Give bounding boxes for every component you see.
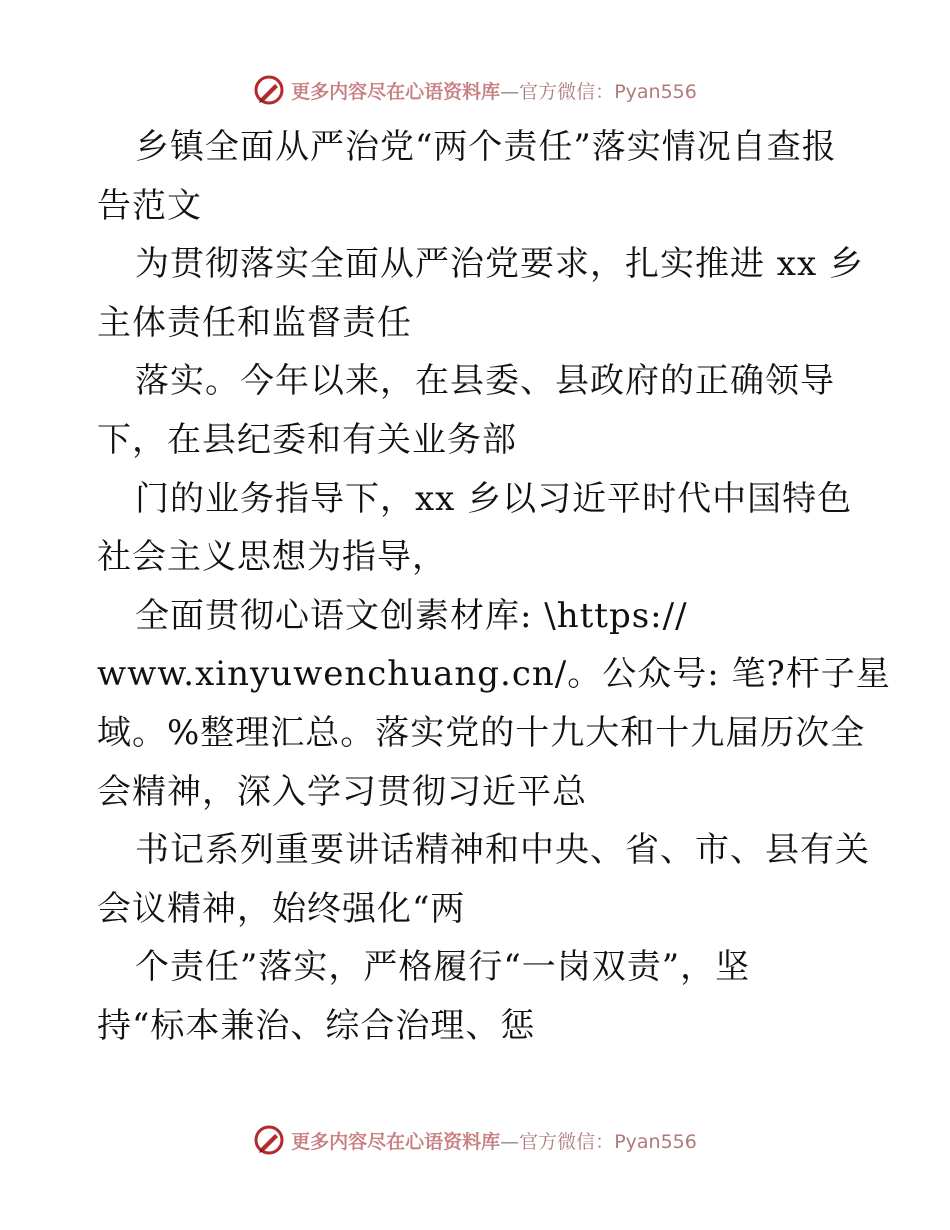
doc-line: 下，在县纪委和有关业务部 xyxy=(97,419,517,460)
doc-line: 会精神，深入学习贯彻习近平总 xyxy=(97,771,587,812)
banner-main-text: 更多内容尽在心语资料库 xyxy=(291,1130,501,1153)
pen-logo-icon xyxy=(253,1124,285,1156)
doc-line: 个责任”落实，严格履行“一岗双责”，坚 xyxy=(135,947,751,988)
banner-separator: — xyxy=(500,80,520,103)
banner-wechat-id: Pyan556 xyxy=(614,80,697,103)
doc-line: www.xinyuwenchuang.cn/。公众号: 笔?杆子星 xyxy=(97,654,891,695)
header-watermark-banner xyxy=(0,70,950,110)
banner-wechat-label: 官方微信： xyxy=(519,80,615,103)
doc-line: 会议精神，始终强化“两 xyxy=(97,888,466,929)
doc-line: 持“标本兼治、综合治理、惩 xyxy=(97,1005,536,1046)
doc-line: 社会主义思想为指导， xyxy=(97,537,447,578)
doc-line: 落实。今年以来，在县委、县政府的正确领导 xyxy=(135,361,835,402)
doc-line: 域。%整理汇总。落实党的十九大和十九届历次全 xyxy=(97,712,866,753)
banner-wechat-id: Pyan556 xyxy=(614,1130,697,1153)
doc-line: 主体责任和监督责任 xyxy=(97,302,412,343)
document-body xyxy=(97,118,891,1056)
doc-line: 告范文 xyxy=(97,185,202,226)
doc-line: 全面贯彻心语文创素材库: \https:// xyxy=(135,595,688,636)
banner-wechat-label: 官方微信： xyxy=(519,1130,615,1153)
footer-watermark-banner xyxy=(0,1120,950,1160)
doc-line: 乡镇全面从严治党“两个责任”落实情况自查报 xyxy=(135,127,837,167)
banner-text xyxy=(291,1127,697,1154)
banner-separator: — xyxy=(500,1130,520,1153)
doc-line: 门的业务指导下，xx 乡以习近平时代中国特色 xyxy=(135,478,853,519)
banner-text xyxy=(291,77,697,104)
banner-main-text: 更多内容尽在心语资料库 xyxy=(291,80,501,103)
pen-logo-icon xyxy=(253,74,285,106)
doc-line: 书记系列重要讲话精神和中央、省、市、县有关 xyxy=(135,830,870,871)
doc-line: 为贯彻落实全面从严治党要求，扎实推进 xx 乡 xyxy=(135,244,864,285)
